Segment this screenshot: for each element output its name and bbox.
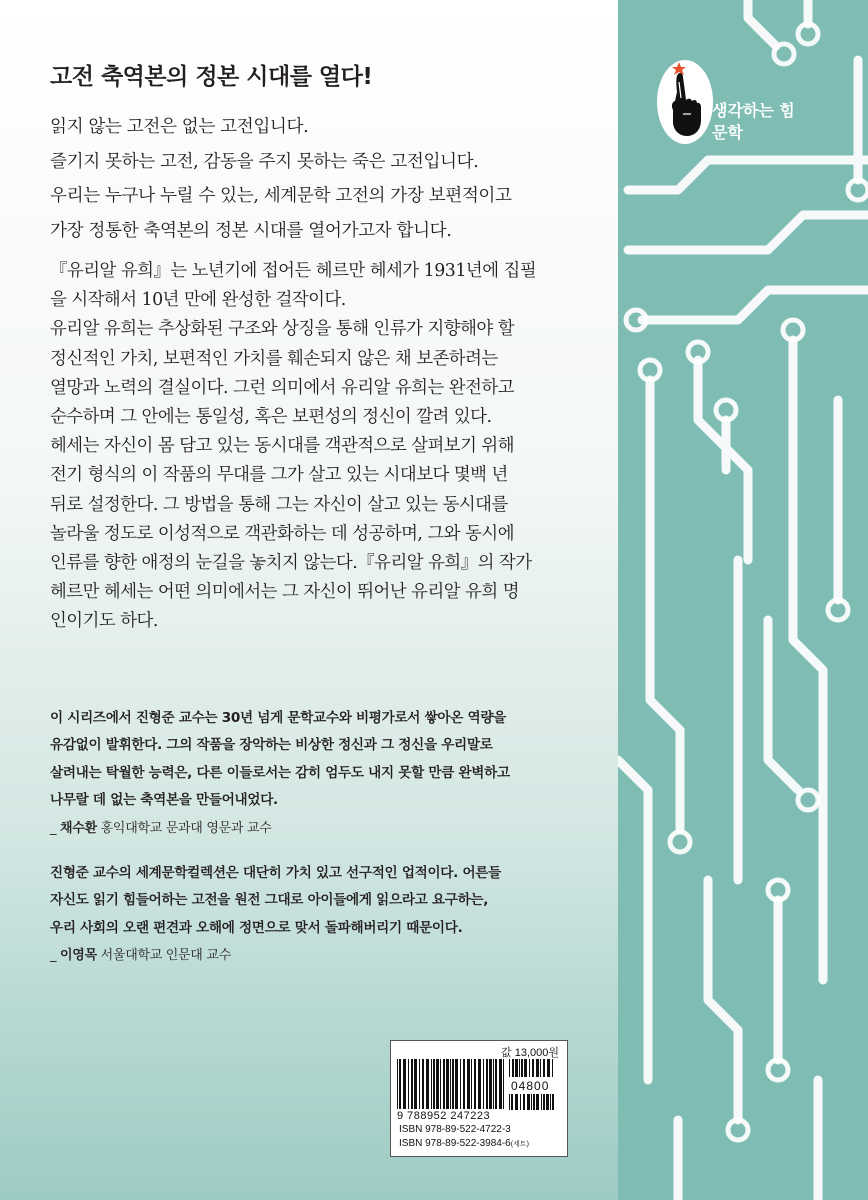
- body-line: 뒤로 설정한다. 그 방법을 통해 그는 자신이 살고 있는 동시대를: [50, 494, 508, 515]
- barcode-bar: [478, 1059, 481, 1109]
- barcode-bar: [511, 1094, 513, 1110]
- body-line: 인류를 향한 애정의 눈길을 놓치지 않는다.『유리알 유희』의 작가: [50, 553, 532, 574]
- barcode-bar: [509, 1059, 510, 1077]
- quote-line: 유감없이 발휘한다. 그의 작품을 장악하는 비상한 정신과 그 정신을 우리말로: [50, 737, 493, 754]
- barcode-bar: [411, 1059, 413, 1109]
- intro-line: 읽지 않는 고전은 없는 고전입니다.: [50, 117, 309, 137]
- barcode-bar: [450, 1059, 451, 1109]
- book-description: [50, 257, 595, 637]
- barcode-bar: [503, 1059, 504, 1109]
- quote-attribution: [50, 944, 610, 968]
- barcode-bar: [531, 1094, 532, 1110]
- quote-line: 이 시리즈에서 진형준 교수는 30년 넘게 문학교수와 비평가로서 쌓아온 역량을: [50, 710, 506, 726]
- barcode-bar: [536, 1059, 539, 1077]
- barcode-bar: [550, 1094, 551, 1110]
- barcode-bar: [446, 1059, 449, 1109]
- body-line: 헤르만 헤세는 어떤 의미에서는 그 자신이 뛰어난 유리알 유희 명: [50, 582, 520, 603]
- body-line: 정신적인 가치, 보편적인 가치를 훼손되지 않은 채 보존하려는: [50, 348, 498, 369]
- intro-line: 즐기지 못하는 고전, 감동을 주지 못하는 죽은 고전입니다.: [50, 151, 479, 172]
- barcode-bar: [541, 1094, 542, 1110]
- isbn-set-line: [399, 1138, 529, 1149]
- quote-line: 진형준 교수의 세계문학컬렉션은 대단히 가치 있고 선구적인 업적이다. 어른들: [50, 865, 501, 881]
- barcode-bar: [489, 1059, 492, 1109]
- barcode-bar: [543, 1059, 545, 1077]
- barcode-bar: [483, 1059, 484, 1109]
- barcode-bar: [529, 1059, 530, 1077]
- body-line: 『유리알 유희』는 노년기에 접어든 헤르만 헤세가 1931년에 집필: [50, 261, 537, 281]
- quote-line: 우리 사회의 오랜 편견과 오해에 정면으로 맞서 돌파해버리기 때문이다.: [50, 919, 463, 936]
- quote-line: 나무랄 데 없는 축역본을 만들어내었다.: [50, 792, 278, 809]
- addon-barcode: [509, 1059, 559, 1079]
- series-label-line2: 문학: [712, 123, 743, 142]
- endorsement-quote-1: [50, 705, 610, 841]
- barcode-bar: [515, 1094, 518, 1110]
- barcode-bar: [540, 1059, 541, 1077]
- barcode-bar: [403, 1059, 406, 1109]
- barcode-bar: [443, 1059, 445, 1109]
- series-label-line1: 생각하는 힘: [712, 101, 795, 120]
- barcode-bar: [519, 1059, 520, 1077]
- body-line: 유리알 유희는 추상화된 구조와 상징을 통해 인류가 지향해야 할: [50, 319, 515, 340]
- endorsement-quote-2: [50, 860, 610, 968]
- quote-attribution: [50, 817, 610, 841]
- body-line: 놀라울 정도로 이성적으로 객관화하는 데 성공하며, 그와 동시에: [50, 523, 515, 544]
- barcode-bar: [486, 1059, 488, 1109]
- isbn-set-note: (세트): [510, 1141, 529, 1148]
- barcode-bar: [512, 1059, 514, 1077]
- attribution-dash: _: [50, 948, 57, 964]
- barcode-bar: [460, 1059, 461, 1109]
- pointing-hand-icon: [655, 58, 715, 146]
- barcode-bar: [433, 1059, 435, 1109]
- barcode-bar: [547, 1059, 550, 1077]
- intro-line: 우리는 누구나 누릴 수 있는, 세계문학 고전의 가장 보편적이고: [50, 186, 512, 206]
- ean-barcode: [397, 1059, 509, 1109]
- circuit-board-panel: [618, 0, 868, 1200]
- barcode-bar: [521, 1059, 523, 1077]
- body-line: 인이기도 하다.: [50, 611, 158, 632]
- barcode-bar: [523, 1094, 525, 1110]
- barcode-bar: [520, 1094, 521, 1110]
- barcode-bar: [414, 1059, 417, 1109]
- barcode-bar: [546, 1094, 549, 1110]
- quote-line: 살려내는 탁월한 능력은, 다른 이들로서는 감히 엄두도 내지 못할 만큼 완벽하고: [50, 764, 510, 781]
- barcode-bar: [495, 1059, 497, 1109]
- barcode-bar: [419, 1059, 420, 1109]
- barcode-bar: [436, 1059, 439, 1109]
- body-line: 헤세는 자신이 몸 담고 있는 동시대를 객관적으로 살펴보기 위해: [50, 436, 515, 457]
- barcode-bar: [543, 1094, 545, 1110]
- barcode-bar: [440, 1059, 441, 1109]
- body-line: 열망과 노력의 결실이다. 그런 의미에서 유리알 유희는 완전하고: [50, 377, 515, 398]
- barcode-bar: [399, 1059, 401, 1109]
- barcode-bar: [536, 1094, 539, 1110]
- body-line: 을 시작해서 10년 만에 완성한 걸작이다.: [50, 290, 346, 311]
- barcode-bar: [463, 1059, 465, 1109]
- attribution-name: 채수환: [60, 820, 97, 836]
- barcode-bar: [499, 1059, 502, 1109]
- barcode-bar: [397, 1059, 398, 1109]
- barcode-bar: [533, 1094, 535, 1110]
- series-label: [712, 100, 795, 144]
- barcode-bar: [493, 1059, 494, 1109]
- barcode-bar: [474, 1059, 476, 1109]
- body-line: 순수하며 그 안에는 통일성, 혹은 보편성의 정신이 깔려 있다.: [50, 407, 492, 428]
- barcode-bar: [509, 1094, 510, 1110]
- barcode-bar: [467, 1059, 470, 1109]
- barcode-bar: [431, 1059, 432, 1109]
- attribution-name: 이영목: [60, 948, 97, 964]
- barcode-bar: [408, 1059, 409, 1109]
- intro-paragraph: [50, 110, 590, 248]
- isbn-line: ISBN 978-89-522-4722-3: [399, 1124, 511, 1135]
- headline: 고전 축역본의 정본 시대를 열다!: [50, 64, 373, 90]
- quote-line: 자신도 읽기 힘들어하는 고전을 원전 그대로 아이들에게 읽으라고 요구하는,: [50, 892, 489, 909]
- barcode-bar: [515, 1059, 518, 1077]
- barcode-bar: [524, 1059, 527, 1077]
- intro-line: 가장 정통한 축역본의 정본 시대를 열어가고자 합니다.: [50, 220, 452, 241]
- circuit-traces: [618, 0, 868, 1200]
- barcode-bar: [471, 1059, 472, 1109]
- attribution-affiliation: 서울대학교 인문대 교수: [100, 948, 231, 964]
- body-line: 전기 형식의 이 작품의 무대를 그가 살고 있는 시대보다 몇백 년: [50, 465, 508, 486]
- addon-code: 04800: [511, 1079, 550, 1093]
- price-label: 값 13,000원: [501, 1047, 559, 1059]
- barcode-bar: [452, 1059, 454, 1109]
- barcode-bar: [422, 1059, 424, 1109]
- isbn-barcode-box: [390, 1040, 568, 1157]
- barcode-bar: [552, 1094, 554, 1110]
- addon-barcode-lower: [509, 1094, 559, 1110]
- series-logo: [655, 58, 715, 146]
- barcode-bar: [527, 1094, 530, 1110]
- barcode-bar: [455, 1059, 458, 1109]
- barcode-bar: [552, 1059, 553, 1077]
- attribution-affiliation: 홍익대학교 문과대 영문과 교수: [100, 820, 272, 836]
- barcode-bar: [426, 1059, 429, 1109]
- barcode-bar: [532, 1059, 534, 1077]
- attribution-dash: _: [50, 820, 57, 836]
- isbn-set-number: ISBN 978-89-522-3984-6: [399, 1138, 511, 1149]
- ean-number: 9 788952 247223: [397, 1110, 491, 1122]
